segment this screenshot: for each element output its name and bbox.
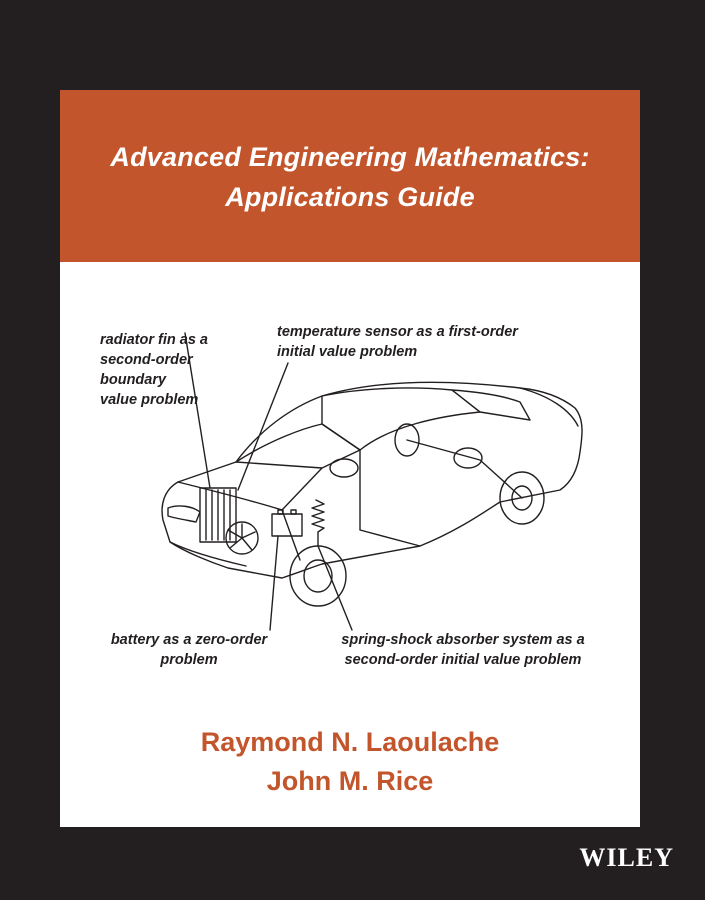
callout-temperature-sensor: temperature sensor as a first-order initial value problem <box>277 324 518 360</box>
callout-radiator: radiator fin as a second-order boundary value problem <box>100 332 208 408</box>
title-band <box>60 90 640 262</box>
callout-battery: battery as a zero-order problem <box>110 632 268 668</box>
car-rear-window <box>452 390 530 420</box>
publisher-logo: WILEY <box>579 843 674 872</box>
differential <box>454 448 482 468</box>
car-door-line <box>360 450 420 546</box>
front-wheel-outer <box>290 546 346 606</box>
author-name-2: John M. Rice <box>266 766 434 796</box>
book-title-line-1: Advanced Engineering Mathematics: <box>110 142 590 172</box>
car-door-line-2 <box>282 510 300 560</box>
book-title-line-2: Applications Guide <box>225 182 475 212</box>
car-side-window <box>322 388 480 450</box>
spring-shock <box>312 500 324 546</box>
leader-battery <box>270 536 278 630</box>
car-headlight <box>168 506 200 522</box>
car-front-bumper <box>170 542 246 566</box>
steering-wheel <box>330 459 358 477</box>
leader-temperature <box>238 363 288 490</box>
author-name-1: Raymond N. Laoulache <box>200 727 500 757</box>
callout-spring-shock: spring-shock absorber system as a second-order initial value problem <box>341 632 585 668</box>
car-body-outline <box>162 382 582 578</box>
leader-spring <box>318 546 352 630</box>
book-cover <box>60 90 640 827</box>
